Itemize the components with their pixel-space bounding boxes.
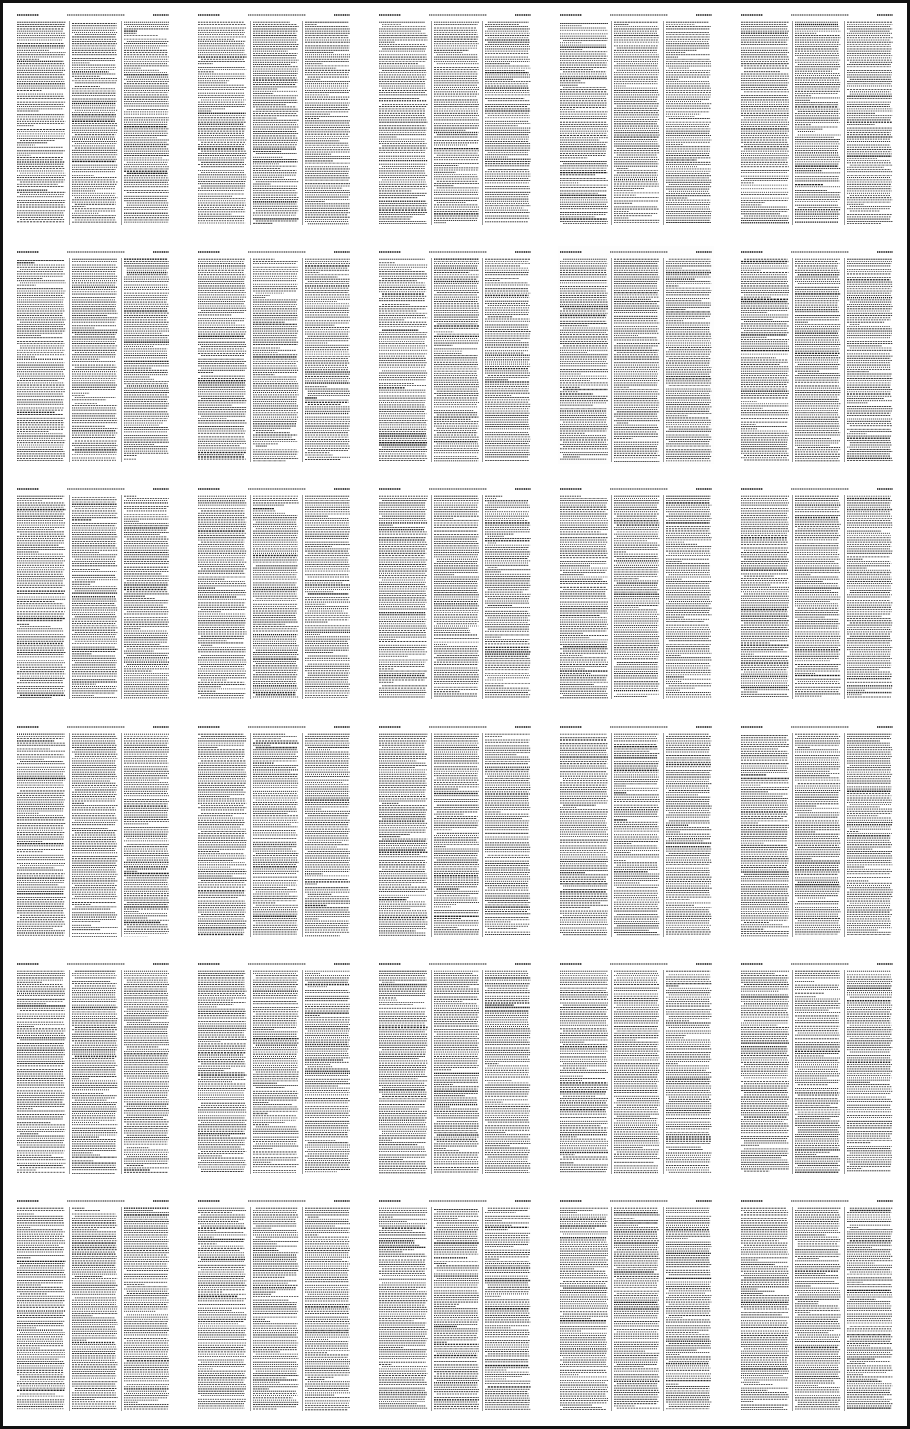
text-column <box>431 733 480 937</box>
column-text-lines <box>72 21 118 225</box>
text-column <box>431 495 480 699</box>
column-text-lines <box>666 495 712 699</box>
header-text-texture <box>17 249 169 255</box>
column-text-lines <box>741 258 790 462</box>
text-column <box>250 21 299 225</box>
column-text-lines <box>434 733 480 937</box>
text-column <box>431 258 480 462</box>
page-cell <box>365 477 546 714</box>
text-columns <box>198 733 350 937</box>
page-thumbnail[interactable] <box>558 721 714 939</box>
column-text-lines <box>253 21 299 225</box>
page-thumbnail[interactable] <box>558 9 714 227</box>
text-column <box>379 21 428 225</box>
column-text-lines <box>72 258 118 462</box>
page-cell <box>365 715 546 952</box>
text-column <box>17 495 66 699</box>
text-column <box>379 733 428 937</box>
column-text-lines <box>485 258 531 462</box>
text-column <box>17 21 66 225</box>
page-cell <box>3 477 184 714</box>
header-text-texture <box>17 724 169 730</box>
page-cell <box>184 715 365 952</box>
column-text-lines <box>379 21 428 225</box>
page-cell <box>184 477 365 714</box>
column-text-lines <box>560 258 609 462</box>
page-thumbnail[interactable] <box>196 721 352 939</box>
text-column <box>482 258 531 462</box>
column-text-lines <box>305 258 351 462</box>
header-text-texture <box>198 486 350 492</box>
column-text-lines <box>434 495 480 699</box>
text-column <box>17 733 66 937</box>
column-text-lines <box>198 258 247 462</box>
column-text-lines <box>17 21 66 225</box>
header-text-texture <box>198 249 350 255</box>
text-column <box>69 21 118 225</box>
text-column <box>198 495 247 699</box>
page-thumbnail[interactable] <box>15 483 171 701</box>
column-text-lines <box>847 495 893 699</box>
header-text-texture <box>741 12 893 18</box>
text-columns <box>560 495 712 699</box>
text-column <box>792 495 841 699</box>
header-text-texture <box>560 249 712 255</box>
column-text-lines <box>253 495 299 699</box>
page-thumbnail[interactable] <box>377 9 533 227</box>
header-text-texture <box>17 12 169 18</box>
column-text-lines <box>124 495 170 699</box>
text-columns <box>198 21 350 225</box>
page-cell <box>545 715 726 952</box>
text-column <box>198 21 247 225</box>
header-text-texture <box>379 249 531 255</box>
text-column <box>250 258 299 462</box>
text-column <box>482 21 531 225</box>
text-columns <box>198 495 350 699</box>
text-column <box>302 258 351 462</box>
page-thumbnail[interactable] <box>196 246 352 464</box>
text-column <box>198 733 247 937</box>
text-column <box>663 495 712 699</box>
text-column <box>792 21 841 225</box>
column-text-lines <box>17 258 66 462</box>
column-text-lines <box>560 21 609 225</box>
text-columns <box>379 258 531 462</box>
column-text-lines <box>666 21 712 225</box>
column-text-lines <box>741 21 790 225</box>
header-text-texture <box>560 724 712 730</box>
text-columns <box>560 21 712 225</box>
page-thumbnail[interactable] <box>15 721 171 939</box>
column-text-lines <box>560 733 609 937</box>
page-thumbnail[interactable] <box>377 483 533 701</box>
text-column <box>560 258 609 462</box>
text-column <box>741 21 790 225</box>
page-thumbnail[interactable] <box>377 246 533 464</box>
text-column <box>482 495 531 699</box>
page-cell <box>365 3 546 240</box>
page-cell <box>3 3 184 240</box>
header-text-texture <box>741 486 893 492</box>
text-column <box>17 258 66 462</box>
page-thumbnail[interactable] <box>196 9 352 227</box>
text-columns <box>198 258 350 462</box>
text-column <box>482 733 531 937</box>
text-column <box>611 258 660 462</box>
column-text-lines <box>379 733 428 937</box>
column-text-lines <box>253 733 299 937</box>
column-text-lines <box>795 495 841 699</box>
page-cell <box>726 477 907 714</box>
text-column <box>741 258 790 462</box>
column-text-lines <box>614 495 660 699</box>
text-columns <box>17 733 169 937</box>
page-thumbnail[interactable] <box>739 9 895 227</box>
page-thumbnail[interactable] <box>739 246 895 464</box>
page-thumbnail[interactable] <box>196 483 352 701</box>
column-text-lines <box>847 258 893 462</box>
column-text-lines <box>434 258 480 462</box>
text-column <box>250 495 299 699</box>
column-text-lines <box>124 258 170 462</box>
page-thumbnail[interactable] <box>558 483 714 701</box>
text-column <box>121 733 170 937</box>
column-text-lines <box>485 733 531 937</box>
column-text-lines <box>379 495 428 699</box>
page-grid <box>3 3 907 1426</box>
column-text-lines <box>614 21 660 225</box>
column-text-lines <box>305 733 351 937</box>
text-column <box>844 495 893 699</box>
text-columns <box>741 21 893 225</box>
column-text-lines <box>198 21 247 225</box>
page-cell <box>184 240 365 477</box>
text-column <box>560 21 609 225</box>
page-thumbnail[interactable] <box>377 721 533 939</box>
text-column <box>844 21 893 225</box>
text-column <box>663 258 712 462</box>
column-text-lines <box>305 495 351 699</box>
column-text-lines <box>485 495 531 699</box>
column-text-lines <box>124 21 170 225</box>
column-text-lines <box>72 495 118 699</box>
text-column <box>302 21 351 225</box>
column-text-lines <box>434 21 480 225</box>
column-text-lines <box>614 258 660 462</box>
page-cell <box>184 3 365 240</box>
column-text-lines <box>379 258 428 462</box>
page-cell <box>365 240 546 477</box>
column-text-lines <box>72 733 118 937</box>
column-text-lines <box>198 495 247 699</box>
header-text-texture <box>379 724 531 730</box>
page-cell <box>545 240 726 477</box>
header-text-texture <box>198 12 350 18</box>
text-columns <box>379 733 531 937</box>
text-column <box>611 495 660 699</box>
header-text-texture <box>741 249 893 255</box>
column-text-lines <box>560 495 609 699</box>
header-text-texture <box>560 12 712 18</box>
page-cell <box>545 3 726 240</box>
text-column <box>844 258 893 462</box>
text-column <box>379 258 428 462</box>
page-thumbnail[interactable] <box>15 246 171 464</box>
text-column <box>611 21 660 225</box>
column-text-lines <box>666 258 712 462</box>
column-text-lines <box>17 733 66 937</box>
header-text-texture <box>17 486 169 492</box>
header-text-texture <box>379 12 531 18</box>
text-column <box>302 733 351 937</box>
page-cell <box>726 240 907 477</box>
column-text-lines <box>795 258 841 462</box>
text-columns <box>560 733 712 937</box>
text-columns <box>379 21 531 225</box>
text-columns <box>379 495 531 699</box>
header-text-texture <box>198 724 350 730</box>
column-text-lines <box>485 21 531 225</box>
text-column <box>69 733 118 937</box>
text-column <box>302 495 351 699</box>
text-column <box>560 495 609 699</box>
text-column <box>431 21 480 225</box>
column-text-lines <box>741 495 790 699</box>
text-column <box>792 258 841 462</box>
column-text-lines <box>17 495 66 699</box>
text-column <box>121 21 170 225</box>
text-columns <box>17 495 169 699</box>
page-thumbnail[interactable] <box>15 9 171 227</box>
page-cell <box>545 477 726 714</box>
text-columns <box>741 258 893 462</box>
page-thumbnail[interactable] <box>739 483 895 701</box>
page-thumbnail[interactable] <box>558 246 714 464</box>
text-column <box>741 495 790 699</box>
column-text-lines <box>253 258 299 462</box>
header-text-texture <box>560 486 712 492</box>
column-text-lines <box>795 21 841 225</box>
column-text-lines <box>847 21 893 225</box>
column-text-lines <box>305 21 351 225</box>
column-text-lines <box>124 733 170 937</box>
text-column <box>250 733 299 937</box>
page-cell <box>3 240 184 477</box>
text-column <box>69 495 118 699</box>
text-column <box>121 258 170 462</box>
text-column <box>560 733 609 937</box>
text-column <box>379 495 428 699</box>
text-columns <box>17 21 169 225</box>
text-column <box>69 258 118 462</box>
text-columns <box>560 258 712 462</box>
page-cell <box>3 715 184 952</box>
header-text-texture <box>379 486 531 492</box>
column-text-lines <box>198 733 247 937</box>
text-columns <box>741 495 893 699</box>
text-column <box>198 258 247 462</box>
text-column <box>663 21 712 225</box>
page-cell <box>726 3 907 240</box>
text-columns <box>17 258 169 462</box>
text-column <box>121 495 170 699</box>
